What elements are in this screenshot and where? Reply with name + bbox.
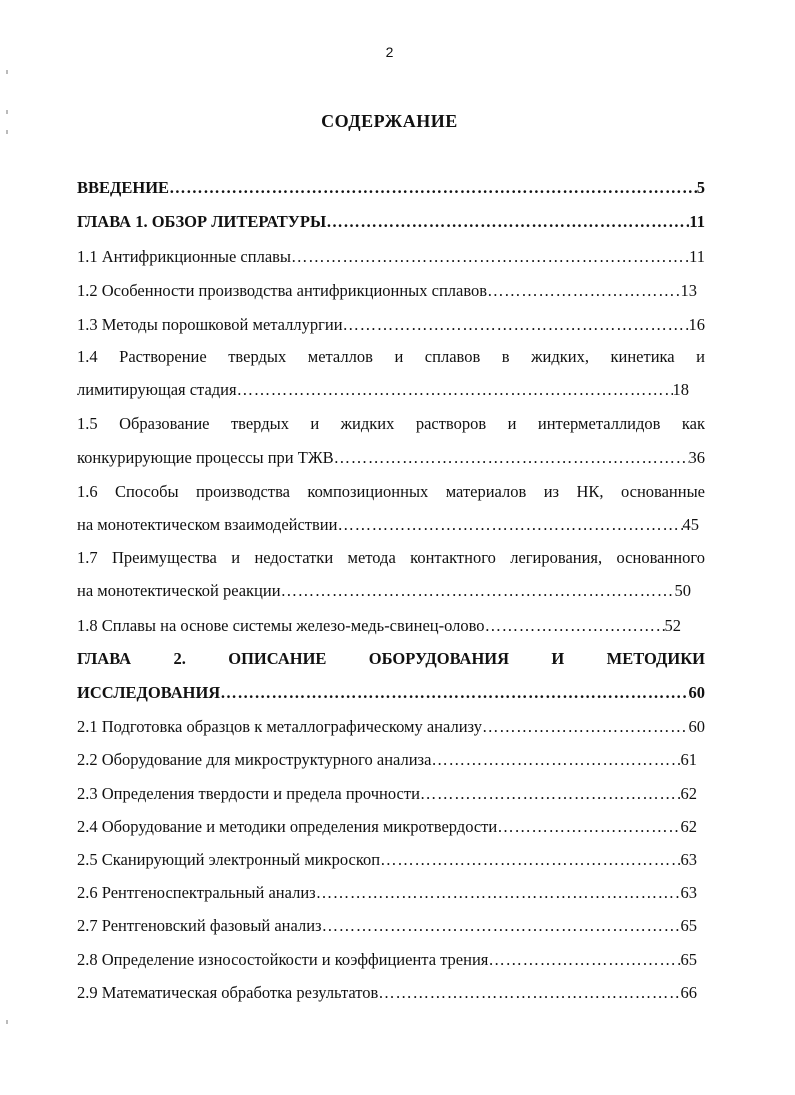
toc-entry-2-1[interactable]: 2.1 Подготовка образцов к металлографическому анализу …………………………………………………………………………………………………………………………………………………………………… 60: [77, 715, 705, 739]
toc-entry-2-8[interactable]: 2.8 Определение износостойкости и коэффициента трения …………………………………………………………………………………………………………………………………………………………………… 65: [77, 948, 697, 972]
toc-entry-2-2[interactable]: 2.2 Оборудование для микроструктурного анализа …………………………………………………………………………………………………………………………………………………………………… 61: [77, 748, 697, 772]
table-of-contents: [77, 0, 705, 1095]
leader-dots: [281, 579, 675, 603]
leader-dots: [337, 513, 682, 537]
leader-dots: [431, 748, 680, 772]
toc-entry-1-5[interactable]: конкурирующие процессы при ТЖВ …………………………………………………………………………………………………………………………………………………………………… 36: [77, 446, 705, 470]
toc-entry-2-9[interactable]: 2.9 Математическая обработка результатов …………………………………………………………………………………………………………………………………………………………………… 66: [77, 981, 697, 1005]
leader-dots: [378, 981, 680, 1005]
toc-entry-1-7[interactable]: на монотектической реакции …………………………………………………………………………………………………………………………………………………………………… 50: [77, 579, 691, 603]
leader-dots: [334, 446, 689, 470]
scan-artifact: [6, 1020, 8, 1024]
leader-dots: [380, 848, 680, 872]
leader-dots: [487, 279, 680, 303]
toc-entry-1-6[interactable]: на монотектическом взаимодействии …………………………………………………………………………………………………………………………………………………………………… 45: [77, 513, 699, 537]
toc-entry-1-5-line1: 1.5 Образование твердых и жидких растворов и интерметаллидов как: [77, 414, 705, 433]
toc-entry-1-3[interactable]: 1.3 Методы порошковой металлургии …………………………………………………………………………………………………………………………………………………………………… 16: [77, 313, 705, 337]
leader-dots: [326, 210, 689, 234]
toc-entry-1-6-line1: 1.6 Способы производства композиционных материалов из НК, основанные: [77, 482, 705, 501]
scan-artifact: [6, 110, 8, 114]
toc-entry-1-7-line1: 1.7 Преимущества и недостатки метода контактного легирования, основанного: [77, 548, 705, 567]
page-number: 2: [385, 44, 394, 60]
leader-dots: [237, 378, 673, 402]
toc-entry-2-7[interactable]: 2.7 Рентгеновский фазовый анализ …………………………………………………………………………………………………………………………………………………………………… 65: [77, 914, 697, 938]
leader-dots: [169, 176, 697, 200]
leader-dots: [316, 881, 681, 905]
leader-dots: [482, 715, 689, 739]
toc-entry-introduction[interactable]: ВВЕДЕНИЕ …………………………………………………………………………………………………………………………………………………………………… 5: [77, 176, 705, 200]
leader-dots: [485, 614, 665, 638]
leader-dots: [488, 948, 680, 972]
toc-entry-1-1[interactable]: 1.1 Антифрикционные сплавы …………………………………………………………………………………………………………………………………………………………………… 11: [77, 245, 705, 269]
toc-entry-2-3[interactable]: 2.3 Определения твердости и предела прочности …………………………………………………………………………………………………………………………………………………………………… 62: [77, 782, 697, 806]
toc-entry-2-5[interactable]: 2.5 Сканирующий электронный микроскоп …………………………………………………………………………………………………………………………………………………………………… 63: [77, 848, 697, 872]
toc-entry-1-4-line1: 1.4 Растворение твердых металлов и сплавов в жидких, кинетика и: [77, 347, 705, 366]
scan-artifact: [6, 130, 8, 134]
toc-entry-1-8[interactable]: 1.8 Сплавы на основе системы железо-медь-свинец-олово …………………………………………………………………………………………………………………………………………………………………… 52: [77, 614, 681, 638]
toc-entry-chapter-1[interactable]: ГЛАВА 1. ОБЗОР ЛИТЕРАТУРЫ …………………………………………………………………………………………………………………………………………………………………… 11: [77, 210, 705, 234]
toc-entry-chapter-2[interactable]: ИССЛЕДОВАНИЯ …………………………………………………………………………………………………………………………………………………………………… 60: [77, 681, 705, 705]
leader-dots: [497, 815, 680, 839]
scan-artifact: [6, 70, 8, 74]
toc-entry-1-2[interactable]: 1.2 Особенности производства антифрикционных сплавов …………………………………………………………………………………………………………………………………………………………………… 13: [77, 279, 697, 303]
toc-entry-chapter-2-line1: ГЛАВА 2. ОПИСАНИЕ ОБОРУДОВАНИЯ И МЕТОДИКИ: [77, 649, 705, 668]
toc-entry-2-4[interactable]: 2.4 Оборудование и методики определения микротвердости …………………………………………………………………………………………………………………………………………………………………… 62: [77, 815, 697, 839]
leader-dots: [220, 681, 688, 705]
toc-entry-1-4[interactable]: лимитирующая стадия …………………………………………………………………………………………………………………………………………………………………… 18: [77, 378, 689, 402]
toc-entry-2-6[interactable]: 2.6 Рентгеноспектральный анализ …………………………………………………………………………………………………………………………………………………………………… 63: [77, 881, 697, 905]
leader-dots: [291, 245, 689, 269]
leader-dots: [343, 313, 689, 337]
leader-dots: [420, 782, 681, 806]
leader-dots: [322, 914, 681, 938]
page-title: СОДЕРЖАНИЕ: [321, 111, 458, 131]
